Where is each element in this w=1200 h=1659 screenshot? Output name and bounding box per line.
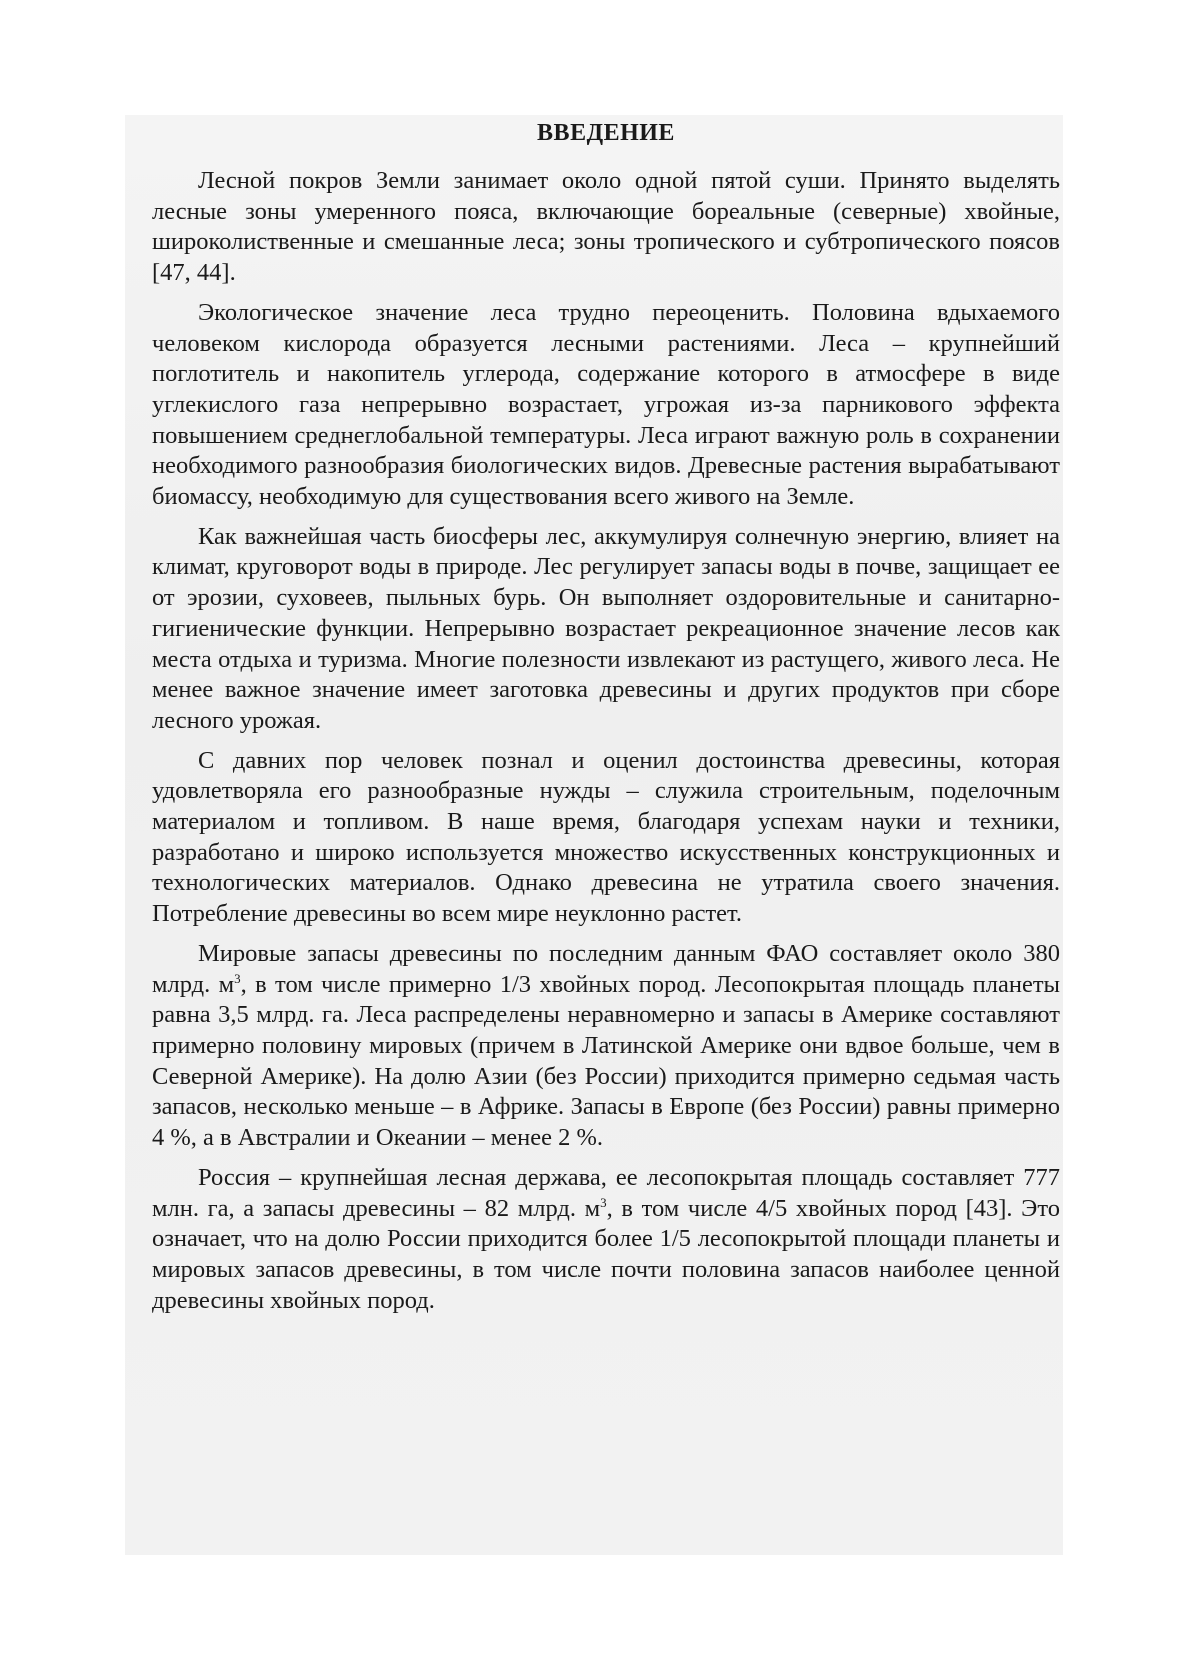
chapter-title: ВВЕДЕНИЕ: [537, 120, 675, 146]
paragraph-4: С давних пор человек познал и оценил достоинства древесины, которая удовлетворяла его разнообразные нужды – служила строительным, поделочным материалом и топливом. В наше время, благодаря успехам науки и техники, разработано и широко используется множество искусственных конструкционных и технологических материалов. Однако древесина не утратила своего значения. Потребление древесины во всем мире неуклонно растет.: [152, 746, 1060, 928]
paragraph-2: Экологическое значение леса трудно переоценить. Половина вдыхаемого человеком кислорода образуется лесными растениями. Леса – крупнейший поглотитель и накопитель углерода, содержание которого в атмосфере в виде углекислого газа непрерывно возрастает, угрожая из-за парникового эффекта повышением среднеглобальной температуры. Леса играют важную роль в сохранении необходимого разнообразия биологических видов. Древесные растения вырабатывают биомассу, необходимую для существования всего живого на Земле.: [152, 298, 1060, 511]
paragraph-6-text-before: Россия – крупнейшая лесная держава, ее лесопокрытая площадь составляет 777 млн. га, а запасы древесины – 82 млрд. м: [152, 1163, 1060, 1222]
paragraph-6-text-after: , в том числе 4/5 хвойных пород [43]. Это означает, что на долю России приходится более 1/5 лесопокрытой площади планеты и мировых запасов древесины, в том числе почти половина запасов наиболее ценной древесины хвойных пород.: [152, 1194, 1060, 1314]
superscript-3: 3: [234, 970, 241, 986]
paragraph-1: Лесной покров Земли занимает около одной пятой суши. Принято выделять лесные зоны умеренного пояса, включающие бореальные (северные) хвойные, широколиственные и смешанные леса; зоны тропического и субтропического поясов [47, 44].: [152, 167, 1060, 287]
paragraph-5-text-after: , в том числе примерно 1/3 хвойных пород. Лесопокрытая площадь планеты равна 3,5 млрд. га. Леса распределены неравномерно и запасы в Америке составляют примерно половину мировых (причем в Латинской Америке они вдвое больше, чем в Северной Америке). На долю Азии (без России) приходится примерно седьмая часть запасов, несколько меньше – в Африке. Запасы в Европе (без России) равны примерно 4 %, а в Австралии и Океании – менее 2 %.: [152, 970, 1060, 1152]
superscript-3: 3: [600, 1194, 607, 1210]
document-body: [152, 118, 1060, 1325]
paragraph-6: [152, 1163, 1060, 1317]
paragraph-5-text-before: Мировые запасы древесины по последним данным ФАО составляет около 380 млрд. м: [152, 939, 1060, 998]
paragraph-5: [152, 939, 1060, 1154]
paragraph-3: Как важнейшая часть биосферы лес, аккумулируя солнечную энергию, влияет на климат, круговорот воды в природе. Лес регулирует запасы воды в почве, защищает ее от эрозии, суховеев, пыльных бурь. Он выполняет оздоровительные и санитарно-гигиенические функции. Непрерывно возрастает рекреационное значение лесов как места отдыха и туризма. Многие полезности извлекают из растущего, живого леса. Не менее важное значение имеет заготовка древесины и других продуктов при сборе лесного урожая.: [152, 522, 1060, 734]
